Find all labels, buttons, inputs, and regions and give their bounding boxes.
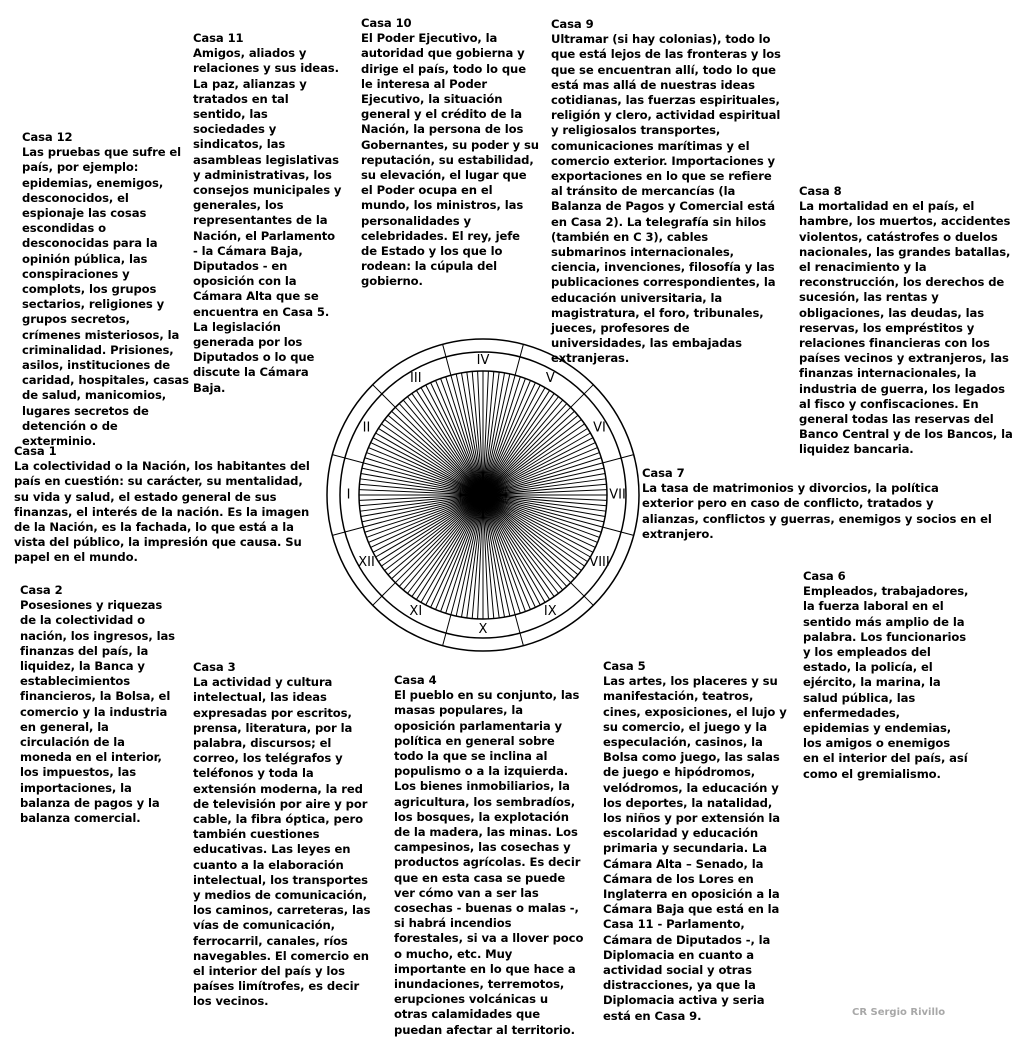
house-cusp-line — [515, 344, 523, 375]
house-6-title: Casa 6 — [803, 569, 846, 583]
house-7-text: La tasa de matrimonios y divorcios, la política exterior pero en caso de conflicto, tratados y alianzas, conflictos y guerras, enemigos y socios en el extranjero. — [642, 481, 992, 541]
house-4-title: Casa 4 — [394, 673, 437, 687]
house-12-text: Las pruebas que sufre el país, por ejemplo: epidemias, enemigos, desconocidos, el espionaje las cosas escondidas o desconocidas para la opinión pública, las conspiraciones y complots, los grupos sectarios, religiones y grupos secretos, crímenes misteriosos, la criminalidad. Prisiones, asilos, instituciones de caridad, hospitales, casas de salud, manicomios, lugares secretos de detención o de exterminio. — [22, 145, 189, 449]
house-4-block — [394, 673, 584, 1038]
house-cusp-line — [332, 455, 363, 463]
house-5-block — [603, 659, 790, 1024]
house-cusp-line — [443, 615, 451, 646]
house-cusp-line — [373, 385, 396, 408]
house-2-block — [20, 583, 180, 826]
house-1-text: La colectividad o la Nación, los habitantes del país en cuestión: su carácter, su mentalidad, su vida y salud, el estado general de sus finanzas, el interés de la nación. Es la imagen de la Nación, es la fachada, lo que está a la vista del público, la impresión que causa. Su papel en el mundo. — [14, 459, 310, 565]
house-7-title: Casa 7 — [642, 466, 685, 480]
house-cusp-line — [373, 583, 396, 606]
house-numeral-IX: IX — [543, 604, 557, 619]
house-8-title: Casa 8 — [799, 184, 842, 198]
house-10-text: El Poder Ejecutivo, la autoridad que gobierna y dirige el país, todo lo que le interesa al Poder Ejecutivo, la situación general y el crédito de la Nación, la persona de los Gobernantes, su poder y su reputación, su estabilidad, su elevación, el lugar que el Poder ocupa en el mundo, los ministros, las personalidades y celebridades. El rey, jefe de Estado y los que lo rodean: la cúpula del gobierno. — [361, 31, 539, 289]
house-cusp-line — [603, 527, 634, 535]
house-numeral-VIII: VIII — [589, 554, 610, 570]
house-7-block — [642, 466, 992, 542]
house-2-text: Posesiones y riquezas de la colectividad o nación, los ingresos, las finanzas del país, la liquidez, la Banca y establecimientos financieros, la Bolsa, el comercio y la industria en general, la circulación de la moneda en el interior, los impuestos, las importaciones, la balanza de pagos y la balanza comercial. — [20, 598, 175, 826]
house-1-block — [14, 444, 314, 566]
house-1-title: Casa 1 — [14, 444, 57, 458]
house-cusp-line — [571, 583, 594, 606]
house-11-block — [193, 31, 343, 396]
house-numeral-XII: XII — [358, 554, 375, 570]
house-wheel — [325, 337, 641, 653]
house-numeral-I: I — [346, 487, 351, 503]
house-numeral-II: II — [362, 420, 371, 436]
house-6-block — [803, 569, 969, 782]
wheel-spokes — [359, 371, 610, 619]
house-cusp-line — [515, 615, 523, 646]
house-cusp-line — [443, 344, 451, 375]
house-cusp-line — [332, 527, 363, 535]
house-cusp-line — [571, 385, 594, 408]
house-12-block — [22, 130, 190, 449]
house-8-text: La mortalidad en el país, el hambre, los muertos, accidentes violentos, catástrofes o duelos nacionales, las grandes batallas, el renacimiento y la reconstrucción, los derechos de sucesión, las rentas y obligaciones, las deudas, las reservas, los empréstitos y relaciones financieras con los países vecinos y extranjeros, las finanzas internacionales, la industria de guerra, los legados al fisco y confiscaciones. En general todas las reservas del Banco Central y de los Bancos, la liquidez bancaria. — [799, 199, 1013, 457]
house-8-block — [799, 184, 1017, 458]
house-numeral-VII: VII — [609, 487, 626, 503]
house-6-text: Empleados, trabajadores, la fuerza laboral en el sentido más amplio de la palabra. Los funcionarios y los empleados del estado, la policía, el ejército, la marina, la salud pública, las enfermedades, epidemias y endemias, los amigos o enemigos en el interior del país, así como el gremialismo. — [803, 584, 969, 781]
house-5-title: Casa 5 — [603, 659, 646, 673]
house-11-title: Casa 11 — [193, 31, 244, 45]
house-2-title: Casa 2 — [20, 583, 63, 597]
house-10-title: Casa 10 — [361, 16, 412, 30]
house-3-block — [193, 660, 373, 1010]
house-3-text: La actividad y cultura intelectual, las ideas expresadas por escritos, prensa, literatura, por la palabra, discursos; el correo, los telégrafos y teléfonos y toda la extensión moderna, la red de televisión por aire y por cable, la fibra óptica, pero también cuestiones educativas. Las leyes en cuanto a la elaboración intelectual, los transportes y medios de comunicación, los caminos, carreteras, las vías de comunicación, ferrocarril, canales, ríos navegables. El comercio en el interior del país y los países limítrofes, es decir los vecinos. — [193, 675, 371, 1009]
house-numeral-III: III — [410, 371, 422, 386]
house-numeral-IV: IV — [476, 353, 490, 368]
house-numeral-V: V — [545, 371, 555, 386]
house-9-text: Ultramar (si hay colonias), todo lo que está lejos de las fronteras y los que se encuentran allí, todo lo que está mas allá de nuestras ideas cotidianas, las fuerzas espirituales, religión y clero, actividad espiritual y religiosalos transportes, comunicaciones marítimas y el comercio exterior. Importaciones y exportaciones en lo que se refiere al tránsito de mercancías (la Balanza de Pagos y Comercial está en Casa 2). La telegrafía sin hilos (también en C 3), cables submarinos internacionales, ciencia, invenciones, filosofía y las publicaciones correspondientes, la educación universitaria, la magistratura, el foro, tribunales, jueces, profesores de universidades, las embajadas extranjeras. — [551, 32, 781, 366]
house-numeral-VI: VI — [593, 420, 606, 436]
house-12-title: Casa 12 — [22, 130, 73, 144]
house-4-text: El pueblo en su conjunto, las masas populares, la oposición parlamentaria y política en general sobre todo la que se inclina al populismo o a la izquierda. Los bienes inmobiliarios, la agricultura, los sembradíos, los bosques, la explotación de la madera, las minas. Los campesinos, las cosechas y productos agrícolas. Es decir que en esta casa se puede ver cómo van a ser las cosechas - buenas o malas -, si habrá incendios forestales, si va a llover poco o mucho, etc. Muy importante en lo que hace a inundaciones, terremotos, erupciones volcánicas u otras calamidades que puedan afectar al territorio. — [394, 688, 584, 1037]
house-numeral-XI: XI — [409, 604, 423, 619]
house-3-title: Casa 3 — [193, 660, 236, 674]
house-9-block — [551, 17, 781, 367]
house-cusp-line — [603, 455, 634, 463]
house-numeral-X: X — [478, 622, 488, 637]
credit-text: CR Sergio Rivillo — [852, 1007, 946, 1018]
house-10-block — [361, 16, 539, 290]
house-5-text: Las artes, los placeres y su manifestación, teatros, cines, exposiciones, el lujo y su comercio, el juego y la especulación, casinos, la Bolsa como juego, las salas de juego e hipódromos, velódromos, la educación y los deportes, la natalidad, los niños y por extensión la escolaridad y educación primaria y secundaria. La Cámara Alta – Senado, la Cámara de los Lores en Inglaterra en oposición a la Cámara Baja que está en la Casa 11 - Parlamento, Cámara de Diputados -, la Diplomacia en cuanto a actividad social y otras distracciones, ya que la Diplomacia activa y seria está en Casa 9. — [603, 674, 787, 1023]
house-9-title: Casa 9 — [551, 17, 594, 31]
house-11-text: Amigos, aliados y relaciones y sus ideas. La paz, alianzas y tratados en tal sentido, las sociedades y sindicatos, las asambleas legislativas y administrativas, los consejos municipales y generales, los representantes de la Nación, el Parlamento - la Cámara Baja, Diputados - en oposición con la Cámara Alta que se encuentra en Casa 5. La legislación generada por los Diputados o lo que discute la Cámara Baja. — [193, 46, 342, 395]
